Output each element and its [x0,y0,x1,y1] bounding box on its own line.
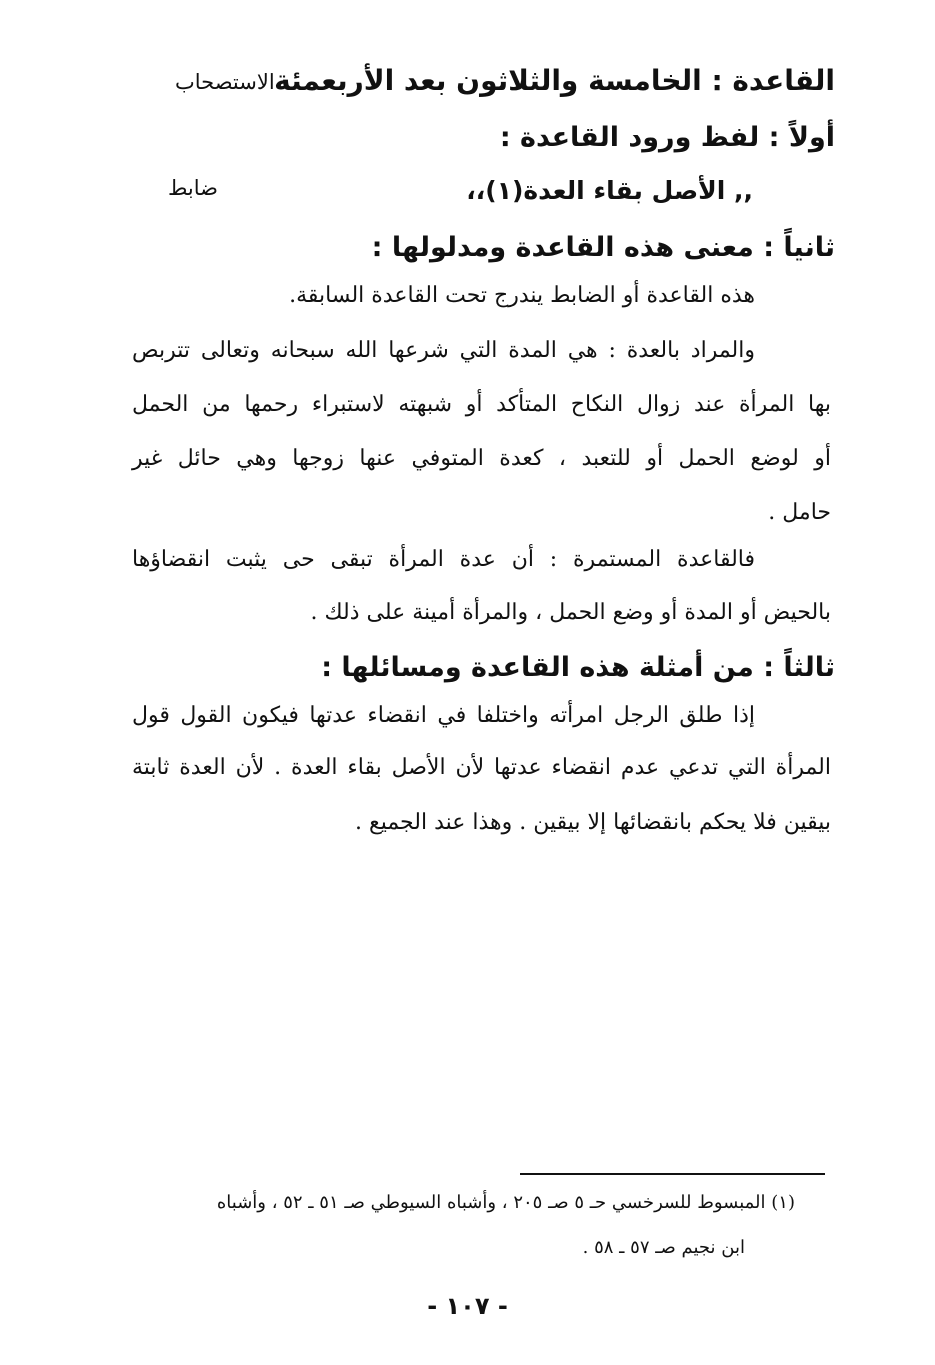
rule-title: القاعدة : الخامسة والثلاثون بعد الأربعمئة [274,64,835,97]
paragraph-line: هذه القاعدة أو الضابط يندرج تحت القاعدة السابقة. [289,283,755,308]
section-heading-examples: ثالثاً : من أمثلة هذه القاعدة ومسائلها : [321,652,835,683]
rule-statement: ,, الأصل بقاء العدة(١)،، [466,176,753,205]
footnote-line: (١) المبسوط للسرخسي حـ ٥ صـ ٢٠٥ ، وأشباه السيوطي صـ ٥١ ـ ٥٢ ، وأشباه [216,1192,795,1213]
paragraph-line: أو لوضع الحمل أو للتعبد ، كعدة المتوفي عنها زوجها وهي حائل غير [132,446,831,471]
section-heading-wording: أولاً : لفظ ورود القاعدة : [499,122,835,153]
footnote-separator [520,1173,825,1175]
paragraph-line: إذا طلق الرجل امرأته واختلفا في انقضاء عدتها فيكون القول قول [132,703,755,728]
paragraph-line: المرأة التي تدعي عدم انقضاء عدتها لأن الأصل بقاء العدة . لأن العدة ثابتة [132,755,831,780]
paragraph-line: حامل . [768,500,831,525]
side-label-istishab: الاستصحاب [175,70,275,94]
section-heading-meaning: ثانياً : معنى هذه القاعدة ومدلولها : [371,232,835,263]
paragraph-line: بالحيض أو المدة أو وضع الحمل ، والمرأة أمينة على ذلك . [310,600,831,625]
paragraph-line: بيقين فلا يحكم بانقضائها إلا بيقين . وهذا عند الجميع . [355,810,831,835]
paragraph-line: والمراد بالعدة : هي المدة التي شرعها الله سبحانه وتعالى تتربص [132,338,755,363]
paragraph-line: فالقاعدة المستمرة : أن عدة المرأة تبقى حى يثبت انقضاؤها [132,547,755,572]
side-label-dabit: ضابط [168,176,219,200]
page-number: - ١٠٧ - [427,1292,508,1320]
footnote-line: ابن نجيم صـ ٥٧ ـ ٥٨ . [582,1237,745,1258]
paragraph-line: بها المرأة عند زوال النكاح المتأكد أو شبهته لاستبراء رحمها من الحمل [132,392,831,417]
